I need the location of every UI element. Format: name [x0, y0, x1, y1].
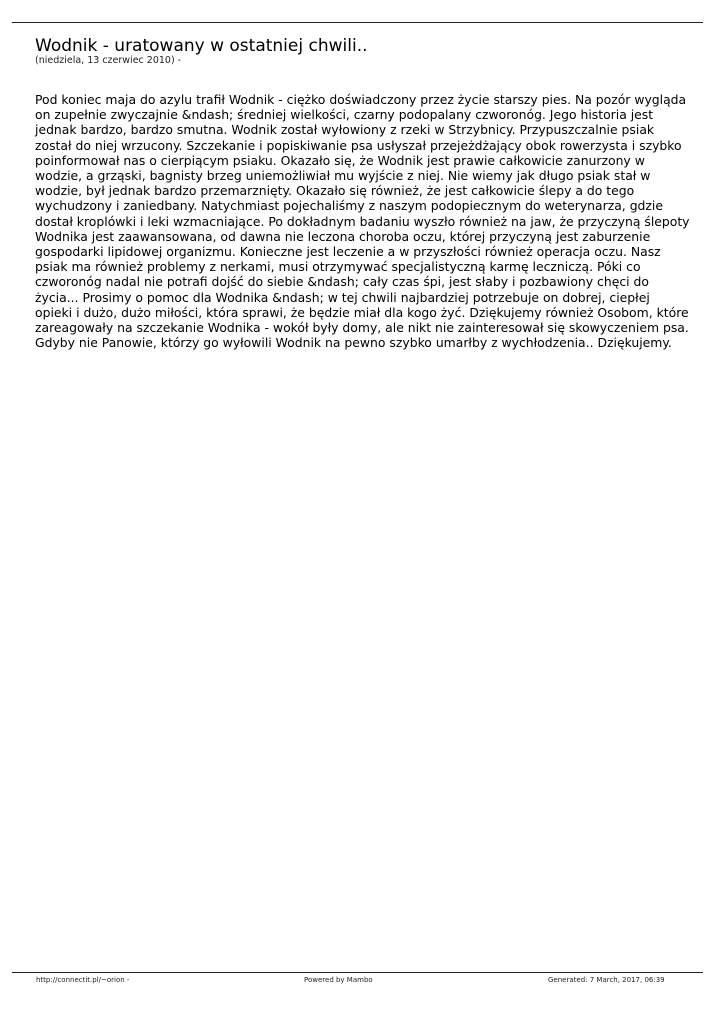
article-line: wodzie, a grząski, bagnisty brzeg uniemożliwiał mu wyjście z niej. Nie wiemy jak długo psiak stał w	[35, 168, 651, 184]
article-line: opieki i dużo, dużo miłości, która sprawi, że będzie miał dla kogo żyć. Dziękujemy również Osobom, które	[35, 304, 689, 320]
article-line: on zupełnie zwyczajnie &ndash; średniej wielkości, czarny podopalany czworonóg. Jego historia jest	[35, 107, 654, 123]
article-line: został do niej wrzucony. Szczekanie i popiskiwanie psa usłyszał przejeżdżający obok rowerzysta i szybko	[35, 137, 682, 153]
article-line: dostał kroplówki i leki wzmacniające. Po dokładnym badaniu wyszło również na jaw, że przyczyną ślepoty	[35, 213, 690, 229]
article-line: wychudzony i zaniedbany. Natychmiast pojechaliśmy z naszym podopiecznym do weterynarza, gdzie	[35, 198, 663, 214]
footer-generated: Generated: 7 March, 2017, 06:39	[548, 976, 665, 984]
article-title: Wodnik - uratowany w ostatniej chwili..	[35, 36, 368, 56]
footer-powered-by: Powered by Mambo	[304, 976, 373, 984]
article-date: (niedziela, 13 czerwiec 2010) -	[35, 55, 182, 66]
article-body	[35, 92, 695, 350]
article-line: życia... Prosimy o pomoc dla Wodnika &ndash; w tej chwili najbardziej potrzebuje on dobrej, ciepłej	[35, 289, 650, 305]
article-line: jednak bardzo, bardzo smutna. Wodnik został wyłowiony z rzeki w Strzybnicy. Przypuszczalnie psiak	[35, 122, 655, 138]
article-line: czworonóg nadal nie potrafi dojść do siebie &ndash; cały czas śpi, jest słaby i pozbawiony chęci do	[35, 274, 649, 290]
footer-url: http://connectit.pl/~orion -	[36, 976, 130, 984]
article-line: zareagowały na szczekanie Wodnika - wokół były domy, ale nikt nie zainteresował się skowyczeniem psa.	[35, 320, 689, 336]
article-line: poinformował nas o cierpiącym psiaku. Okazało się, że Wodnik jest prawie całkowicie zanurzony w	[35, 152, 645, 168]
article-line: psiak ma również problemy z nerkami, musi otrzymywać specjalistyczną karmę leczniczą. Póki co	[35, 259, 641, 275]
article-line: Pod koniec maja do azylu trafił Wodnik - ciężko doświadczony przez życie starszy pies. Na pozór wygląda	[35, 92, 687, 107]
article-line: gospodarki lipidowej organizmu. Konieczne jest leczenie a w przyszłości również operacja oczu. Nasz	[35, 244, 661, 260]
header-divider	[12, 22, 703, 23]
footer-divider	[12, 972, 703, 973]
article-line: Gdyby nie Panowie, którzy go wyłowili Wodnik na pewno szybko umarłby z wychłodzenia.. Dziękujemy.	[35, 335, 672, 351]
article-line: wodzie, był jednak bardzo przemarznięty. Okazało się również, że jest całkowicie ślepy a do tego	[35, 183, 635, 199]
article-line: Wodnika jest zaawansowana, od dawna nie leczona choroba oczu, której przyczyną jest zaburzenie	[35, 228, 651, 244]
